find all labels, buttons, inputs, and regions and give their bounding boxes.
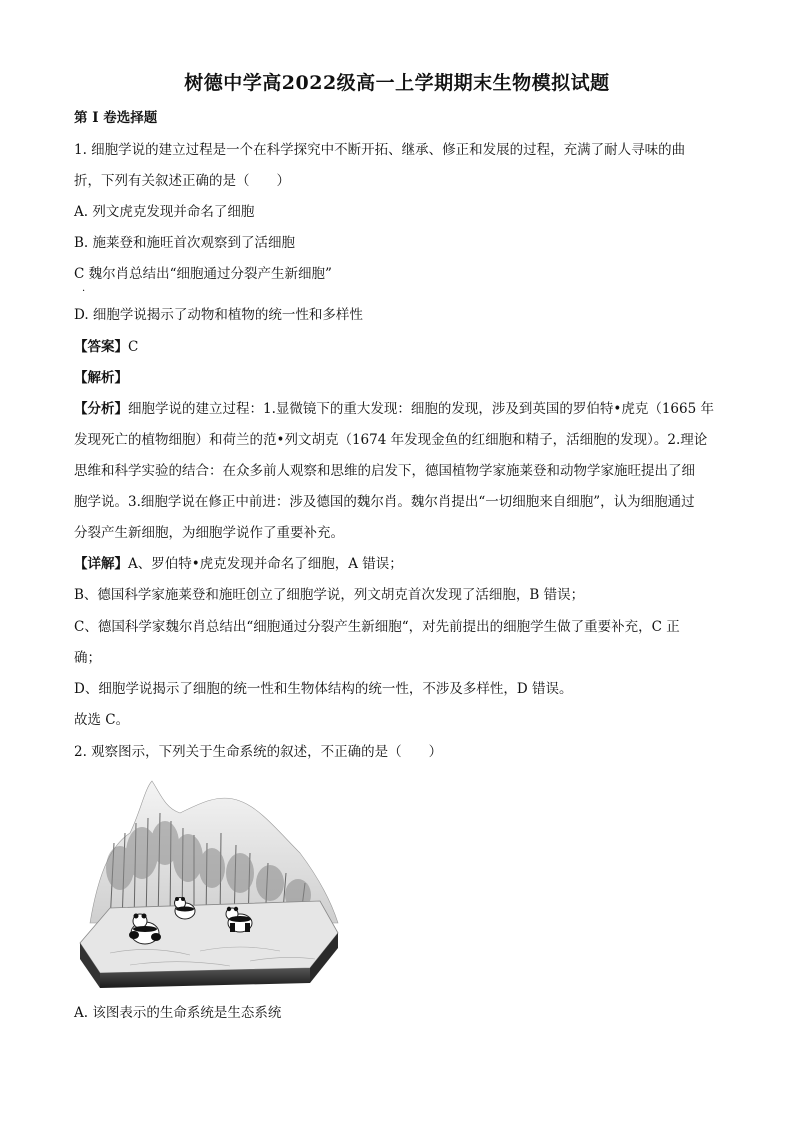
fenxi-line4: 胞学说。3.细胞学说在修正中前进：涉及德国的魏尔肖。魏尔肖提出“一切细胞来自细胞”，认为细胞通过 xyxy=(74,494,695,510)
xiangjie-line-c2: 确； xyxy=(74,650,101,666)
fenxi-line2: 发现死亡的植物细胞）和荷兰的范•列文胡克（1674 年发现金鱼的红细胞和精子，活细胞的发现）。2.理论 xyxy=(74,432,708,448)
analysis-label: 【解析】 xyxy=(74,370,128,386)
q1-option-c: C 魏尔肖总结出“细胞通过分裂产生新细胞” xyxy=(74,266,332,282)
section-heading: 第 I 卷选择题 xyxy=(74,110,158,126)
xiangjie-line-c1: C、德国科学家魏尔肖总结出“细胞通过分裂产生新细胞“，对先前提出的细胞学生做了重要补充，C 正 xyxy=(74,619,680,635)
fenxi-tag: 【分析】 xyxy=(74,401,128,417)
fenxi-text1: 细胞学说的建立过程：1.显微镜下的重大发现：细胞的发现，涉及到英国的罗伯特•虎克（1665 年 xyxy=(128,401,714,417)
xiangjie-tag: 【详解】 xyxy=(74,556,128,572)
ground-surface xyxy=(80,901,338,973)
q1-answer xyxy=(74,337,724,357)
q1-option-b: B. 施莱登和施旺首次观察到了活细胞 xyxy=(74,235,296,251)
analysis-tag xyxy=(74,368,724,388)
xiangjie-line-b: B、德国科学家施莱登和施旺创立了细胞学说，列文胡克首次发现了活细胞，B 错误； xyxy=(74,587,585,603)
fenxi-line3: 思维和科学实验的结合：在众多前人观察和思维的启发下，德国植物学家施莱登和动物学家施旺提出了细 xyxy=(74,463,695,479)
panda-habitat-illustration xyxy=(70,773,345,995)
page-title: 树德中学高2022级高一上学期期末生物模拟试题 xyxy=(184,72,610,94)
xiangjie-text-a: A、罗伯特•虎克发现并命名了细胞，A 错误； xyxy=(128,556,403,572)
conclusion: 故选 C。 xyxy=(74,712,130,728)
fenxi-line1 xyxy=(74,399,724,419)
answer-value: C xyxy=(128,339,139,355)
q1-stem-line1: 1. 细胞学说的建立过程是一个在科学探究中不断开拓、继承、修正和发展的过程，充满了耐人寻味的曲 xyxy=(74,142,686,158)
stray-dot: · xyxy=(82,286,86,297)
q2-stem: 2. 观察图示，下列关于生命系统的叙述，不正确的是（ ） xyxy=(74,744,443,760)
xiangjie-line-a xyxy=(74,554,724,574)
xiangjie-line-d: D、细胞学说揭示了细胞的统一性和生物体结构的统一性，不涉及多样性，D 错误。 xyxy=(74,681,573,697)
q1-option-d: D. 细胞学说揭示了动物和植物的统一性和多样性 xyxy=(74,307,363,323)
q1-option-a: A. 列文虎克发现并命名了细胞 xyxy=(74,204,255,220)
q1-stem-line2: 折，下列有关叙述正确的是（ ） xyxy=(74,173,290,189)
fenxi-line5: 分裂产生新细胞，为细胞学说作了重要补充。 xyxy=(74,525,344,541)
answer-tag: 【答案】 xyxy=(74,339,128,355)
q2-option-a: A. 该图表示的生命系统是生态系统 xyxy=(74,1005,282,1021)
